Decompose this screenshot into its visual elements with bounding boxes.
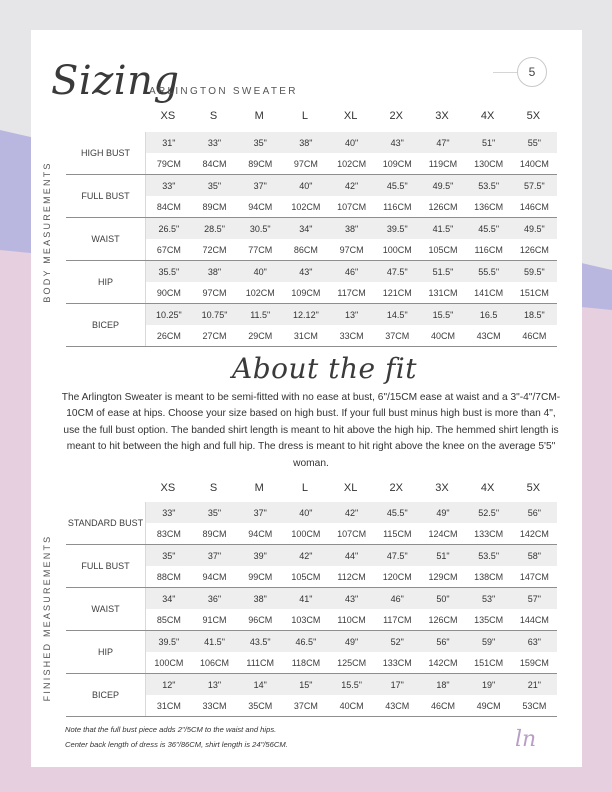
inch-value: 40" [283,502,329,523]
inch-value: 43.5" [237,631,283,653]
inch-value: 35" [192,502,238,523]
finished-size-header [145,482,556,494]
inch-value: 12" [146,674,192,696]
measurement-label: FULL BUST [66,175,146,218]
cm-value: 129CM [420,566,466,588]
inch-value: 58" [512,545,558,567]
cm-value: 31CM [283,325,329,347]
inch-value: 13" [329,304,375,326]
brand-logo: ln [515,727,537,752]
cm-value: 109CM [374,153,420,175]
inch-value: 45.5" [374,502,420,523]
inch-value: 51.5" [420,261,466,283]
cm-value: 151CM [512,282,558,304]
size-header-cell: L [301,482,308,494]
cm-value: 27CM [192,325,238,347]
cm-value: 151CM [466,652,512,674]
inch-value: 56" [512,502,558,523]
cm-value: 103CM [283,609,329,631]
cm-value: 120CM [374,566,420,588]
size-header-cell: L [301,110,308,122]
body-size-header [145,110,556,122]
cm-value: 97CM [329,239,375,261]
cm-value: 84CM [146,196,192,218]
size-header-cell: 3X [435,482,449,494]
cm-value: 77CM [237,239,283,261]
inch-value: 57" [512,588,558,610]
cm-value: 133CM [374,652,420,674]
inch-value: 12.12" [283,304,329,326]
finished-measurements-label: FINISHED MEASUREMENTS [42,534,52,702]
table-row [66,545,557,567]
cm-value: 46CM [512,325,558,347]
cm-value: 26CM [146,325,192,347]
inch-value: 33" [146,175,192,197]
inch-value: 40" [329,132,375,153]
inch-value: 55.5" [466,261,512,283]
note-full-bust: Note that the full bust piece adds 2"/5CM to the waist and hips. [65,725,277,734]
inch-value: 18" [420,674,466,696]
size-header-cell: 2X [389,482,404,494]
size-header-cell: S [209,482,218,494]
inch-value: 46" [329,261,375,283]
inch-value: 14.5" [374,304,420,326]
inch-value: 37" [237,502,283,523]
table-row [66,218,557,240]
cm-value: 107CM [329,196,375,218]
cm-value: 131CM [420,282,466,304]
inch-value: 11.5" [237,304,283,326]
cm-value: 102CM [283,196,329,218]
cm-value: 40CM [329,695,375,717]
cm-value: 43CM [466,325,512,347]
body-measurements-label: BODY MEASUREMENTS [42,161,52,303]
cm-value: 112CM [329,566,375,588]
table-row [66,502,557,523]
cm-value: 130CM [466,153,512,175]
finished-measurements-table [66,502,557,717]
measurement-label: FULL BUST [66,545,146,588]
cm-value: 37CM [374,325,420,347]
cm-value: 142CM [512,523,558,545]
cm-value: 106CM [192,652,238,674]
cm-value: 86CM [283,239,329,261]
cm-value: 119CM [420,153,466,175]
cm-value: 94CM [237,196,283,218]
size-header-cell: 4X [480,482,495,494]
inch-value: 46" [374,588,420,610]
inch-value: 46.5" [283,631,329,653]
cm-value: 99CM [237,566,283,588]
body-measurements-table [66,132,557,347]
cm-value: 89CM [237,153,283,175]
table-row [66,588,557,610]
inch-value: 39.5" [146,631,192,653]
inch-value: 34" [146,588,192,610]
inch-value: 35" [237,132,283,153]
cm-value: 79CM [146,153,192,175]
size-header-cell: XL [343,482,358,494]
measurement-label: WAIST [66,588,146,631]
inch-value: 50" [420,588,466,610]
inch-value: 40" [237,261,283,283]
fit-description: The Arlington Sweater is meant to be semi-fitted with no ease at bust, 6"/15CM ease at waist and a 3"-4"/7CM-10CM of ease at hips. Choose your size based on high bust. If your full bust minus high bust is more than 4", use the full bust option. The banded shirt length is meant to hit above the high hip. The hemmed shirt length is meant to hit between the high and full hip. The dress is meant to hit right above the knee on the average 5'5" woman. [61,392,561,469]
table-row [66,175,557,197]
cm-value: 142CM [420,652,466,674]
inch-value: 15.5" [329,674,375,696]
cm-value: 83CM [146,523,192,545]
cm-value: 107CM [329,523,375,545]
inch-value: 49.5" [512,218,558,240]
cm-value: 100CM [374,239,420,261]
inch-value: 13" [192,674,238,696]
cm-value: 46CM [420,695,466,717]
size-header-cell: XS [160,110,176,122]
cm-value: 125CM [329,652,375,674]
table-row [66,261,557,283]
inch-value: 42" [329,502,375,523]
cm-value: 111CM [237,652,283,674]
cm-value: 89CM [192,523,238,545]
cm-value: 100CM [283,523,329,545]
size-header-cell: 5X [526,482,541,494]
inch-value: 21" [512,674,558,696]
inch-value: 43" [374,132,420,153]
cm-value: 97CM [192,282,238,304]
table-row [66,132,557,153]
cm-value: 91CM [192,609,238,631]
pattern-name: ARLINGTON SWEATER [149,86,298,97]
cm-value: 115CM [374,523,420,545]
cm-value: 105CM [420,239,466,261]
cm-value: 88CM [146,566,192,588]
cm-value: 116CM [466,239,512,261]
inch-value: 53.5" [466,175,512,197]
inch-value: 19" [466,674,512,696]
inch-value: 43" [283,261,329,283]
inch-value: 41" [283,588,329,610]
inch-value: 26.5" [146,218,192,240]
cm-value: 94CM [192,566,238,588]
inch-value: 44" [329,545,375,567]
cm-value: 102CM [237,282,283,304]
cm-value: 96CM [237,609,283,631]
cm-value: 72CM [192,239,238,261]
cm-value: 121CM [374,282,420,304]
table-row [66,631,557,653]
size-header-cell: 2X [389,110,404,122]
inch-value: 49" [329,631,375,653]
cm-value: 100CM [146,652,192,674]
cm-value: 49CM [466,695,512,717]
inch-value: 51" [466,132,512,153]
page-number: 5 [517,57,547,87]
inch-value: 39" [237,545,283,567]
inch-value: 47.5" [374,545,420,567]
cm-value: 33CM [192,695,238,717]
cm-value: 159CM [512,652,558,674]
cm-value: 126CM [420,609,466,631]
inch-value: 36" [192,588,238,610]
cm-value: 146CM [512,196,558,218]
inch-value: 38" [237,588,283,610]
measurement-label: BICEP [66,674,146,717]
inch-value: 43" [329,588,375,610]
cm-value: 89CM [192,196,238,218]
inch-value: 28.5" [192,218,238,240]
inch-value: 41.5" [192,631,238,653]
inch-value: 49" [420,502,466,523]
cm-value: 135CM [466,609,512,631]
cm-value: 117CM [329,282,375,304]
notes [65,723,288,752]
inch-value: 53" [466,588,512,610]
cm-value: 31CM [146,695,192,717]
page-title: Sizing [51,58,180,104]
inch-value: 33" [192,132,238,153]
inch-value: 17" [374,674,420,696]
measurement-label: STANDARD BUST [66,502,146,545]
fit-heading: About the fit [232,352,418,385]
cm-value: 105CM [283,566,329,588]
cm-value: 147CM [512,566,558,588]
cm-value: 138CM [466,566,512,588]
cm-value: 144CM [512,609,558,631]
cm-value: 85CM [146,609,192,631]
inch-value: 40" [283,175,329,197]
inch-value: 55" [512,132,558,153]
measurement-label: HIP [66,631,146,674]
inch-value: 42" [329,175,375,197]
inch-value: 51" [420,545,466,567]
measurement-label: HIP [66,261,146,304]
inch-value: 47" [420,132,466,153]
inch-value: 35" [192,175,238,197]
cm-value: 126CM [420,196,466,218]
cm-value: 94CM [237,523,283,545]
cm-value: 53CM [512,695,558,717]
inch-value: 38" [329,218,375,240]
inch-value: 15" [283,674,329,696]
inch-value: 38" [283,132,329,153]
cm-value: 84CM [192,153,238,175]
table-row [66,304,557,326]
inch-value: 16.5 [466,304,512,326]
cm-value: 118CM [283,652,329,674]
inch-value: 35" [146,545,192,567]
cm-value: 140CM [512,153,558,175]
cm-value: 141CM [466,282,512,304]
inch-value: 10.75" [192,304,238,326]
inch-value: 42" [283,545,329,567]
inch-value: 18.5" [512,304,558,326]
cm-value: 133CM [466,523,512,545]
cm-value: 35CM [237,695,283,717]
inch-value: 52.5" [466,502,512,523]
cm-value: 116CM [374,196,420,218]
cm-value: 124CM [420,523,466,545]
inch-value: 41.5" [420,218,466,240]
cm-value: 40CM [420,325,466,347]
inch-value: 56" [420,631,466,653]
cm-value: 110CM [329,609,375,631]
table-row [66,674,557,696]
inch-value: 45.5" [466,218,512,240]
inch-value: 39.5" [374,218,420,240]
inch-value: 57.5" [512,175,558,197]
cm-value: 90CM [146,282,192,304]
inch-value: 10.25" [146,304,192,326]
cm-value: 102CM [329,153,375,175]
cm-value: 43CM [374,695,420,717]
inch-value: 52" [374,631,420,653]
cm-value: 126CM [512,239,558,261]
cm-value: 29CM [237,325,283,347]
note-lengths: Center back length of dress is 36"/86CM, shirt length is 24"/56CM. [65,739,288,749]
inch-value: 35.5" [146,261,192,283]
inch-value: 49.5" [420,175,466,197]
inch-value: 59.5" [512,261,558,283]
measurement-label: BICEP [66,304,146,347]
measurement-label: WAIST [66,218,146,261]
inch-value: 30.5" [237,218,283,240]
cm-value: 97CM [283,153,329,175]
cm-value: 117CM [374,609,420,631]
size-header-cell: 5X [526,110,541,122]
inch-value: 34" [283,218,329,240]
size-header-cell: 4X [480,110,495,122]
inch-value: 14" [237,674,283,696]
size-header-cell: M [254,110,264,122]
inch-value: 37" [237,175,283,197]
size-header-cell: XL [343,110,358,122]
inch-value: 37" [192,545,238,567]
cm-value: 33CM [329,325,375,347]
size-header-cell: XS [160,482,176,494]
measurement-label: HIGH BUST [66,132,146,175]
cm-value: 136CM [466,196,512,218]
inch-value: 45.5" [374,175,420,197]
sizing-page [31,30,582,767]
inch-value: 15.5" [420,304,466,326]
size-header-cell: 3X [435,110,449,122]
inch-value: 53.5" [466,545,512,567]
cm-value: 37CM [283,695,329,717]
inch-value: 47.5" [374,261,420,283]
cm-value: 67CM [146,239,192,261]
cm-value: 109CM [283,282,329,304]
size-header-cell: M [254,482,264,494]
inch-value: 33" [146,502,192,523]
size-header-cell: S [209,110,218,122]
inch-value: 59" [466,631,512,653]
inch-value: 31" [146,132,192,153]
inch-value: 38" [192,261,238,283]
inch-value: 63" [512,631,558,653]
